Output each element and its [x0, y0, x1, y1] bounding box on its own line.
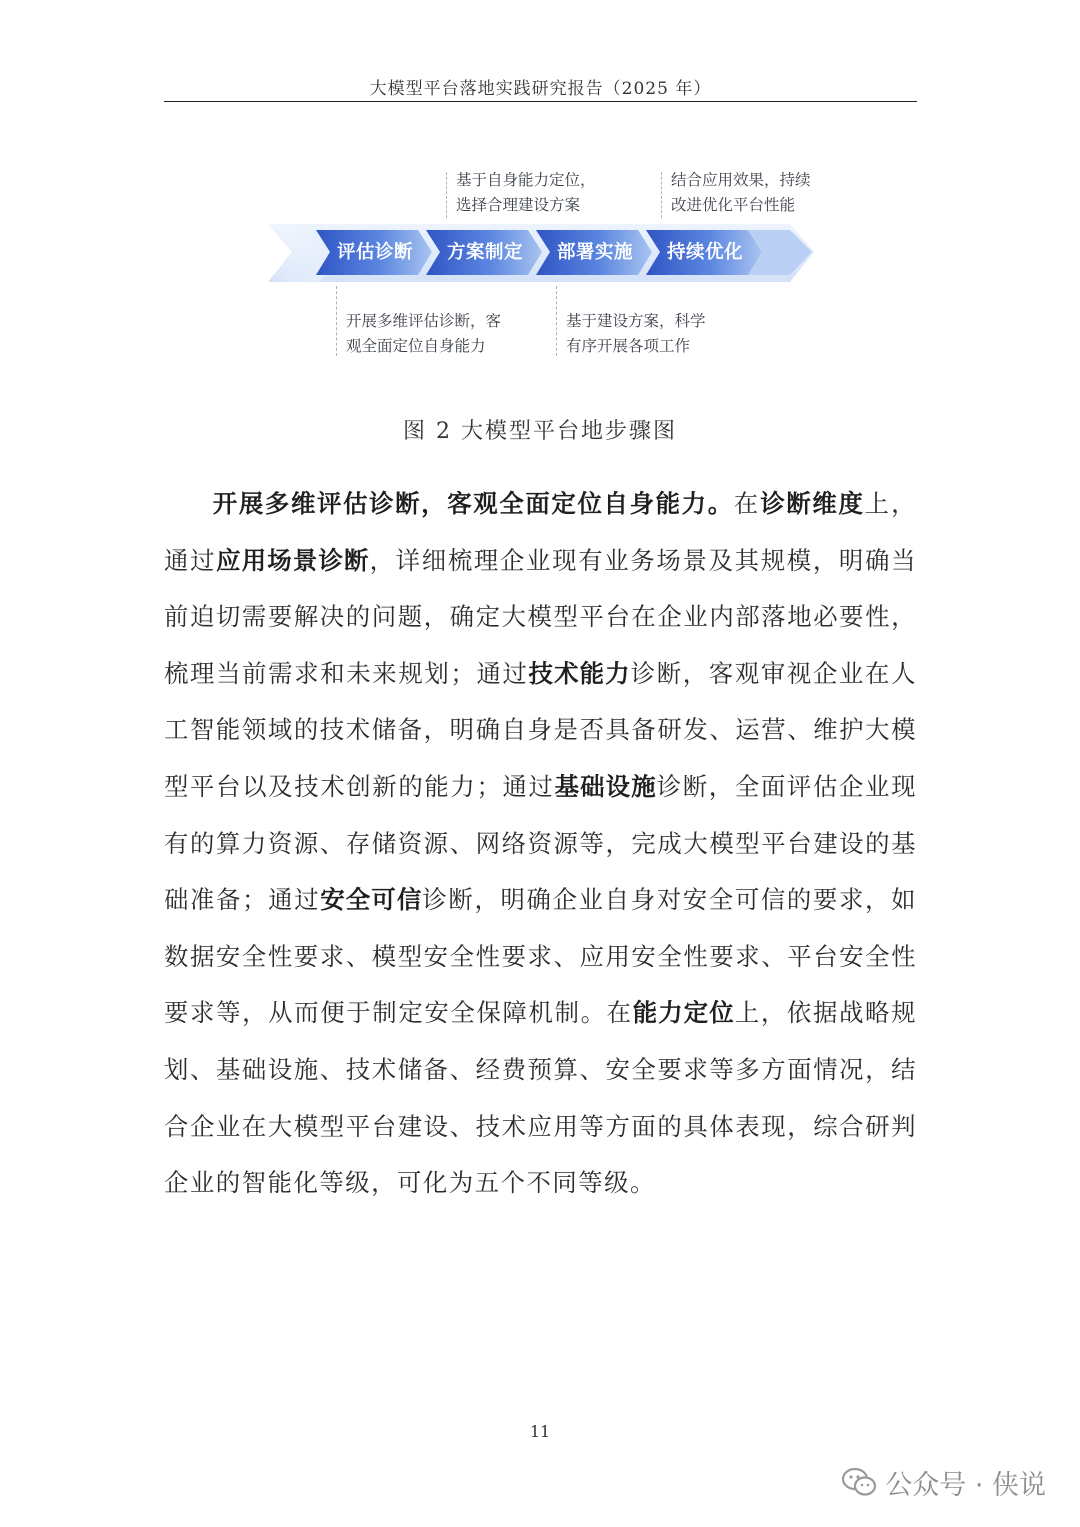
- step-3-label: 部署实施: [556, 242, 633, 263]
- text-run: 在: [733, 489, 761, 518]
- watermark: [841, 1460, 1046, 1504]
- text-run: 诊断，全面评估企业现有的算力资源、存储资源、网络资源等，完成大模型平台建设的基础准备；通过: [164, 771, 917, 915]
- page-header: 大模型平台落地实践研究报告（2025 年）: [369, 79, 712, 99]
- step-4-label: 持续优化: [666, 242, 743, 263]
- note-connector: [556, 286, 557, 356]
- bold-term: 技术能力: [528, 658, 631, 688]
- note-connector: [446, 172, 447, 218]
- step-1-label: 评估诊断: [336, 242, 413, 263]
- body-paragraph: [164, 476, 917, 1212]
- paragraph-text: [164, 476, 917, 1212]
- bold-term: 应用场景诊断: [216, 545, 370, 575]
- note-assess: 开展多维评估诊断，客 观全面定位自身能力: [346, 312, 502, 355]
- page-number: 11: [529, 1422, 551, 1441]
- text-run: ，详细梳理企业现有业务场景及其规模，明确当前迫切需要解决的问题，确定大模型平台在企业内部落地必要性，梳理当前需求和未来规划；通过: [164, 545, 917, 688]
- steps-figure: [0, 0, 1080, 400]
- bold-term: 开展多维评估诊断，客观全面定位自身能力。: [212, 489, 734, 518]
- wechat-icon: [841, 1466, 877, 1498]
- note-connector: [336, 286, 337, 356]
- note-optimize: 结合应用效果，持续 改进优化平台性能: [671, 171, 811, 214]
- bold-term: 基础设施: [554, 771, 657, 801]
- text-run: 上，依据战略规划、基础设施、技术储备、经费预算、安全要求等多方面情况，结合企业在大模型平台建设、技术应用等方面的具体表现，综合研判企业的智能化等级，可化为五个不同等级。: [164, 998, 917, 1198]
- note-deploy: 基于建设方案，科学 有序开展各项工作: [566, 312, 706, 355]
- figure-caption: 图 2 大模型平台地步骤图: [403, 419, 677, 444]
- bold-term: 安全可信: [320, 885, 423, 915]
- step-2-label: 方案制定: [446, 242, 523, 263]
- bold-term: 诊断维度: [760, 489, 865, 518]
- text-run: 诊断，明确企业自身对安全可信的要求，如数据安全性要求、模型安全性要求、应用安全性要求、平台安全性要求等，从而便于制定安全保障机制。在: [164, 885, 917, 1028]
- watermark-text: 公众号 · 侠说: [885, 1469, 1046, 1501]
- note-plan: 基于自身能力定位， 选择合理建设方案: [456, 171, 596, 214]
- bold-term: 能力定位: [632, 998, 735, 1028]
- text-run: 诊断，客观审视企业在人工智能领域的技术储备，明确自身是否具备研发、运营、维护大模型平台以及技术创新的能力；通过: [164, 658, 917, 801]
- text-run: 上，通过: [164, 489, 917, 575]
- note-connector: [661, 172, 662, 218]
